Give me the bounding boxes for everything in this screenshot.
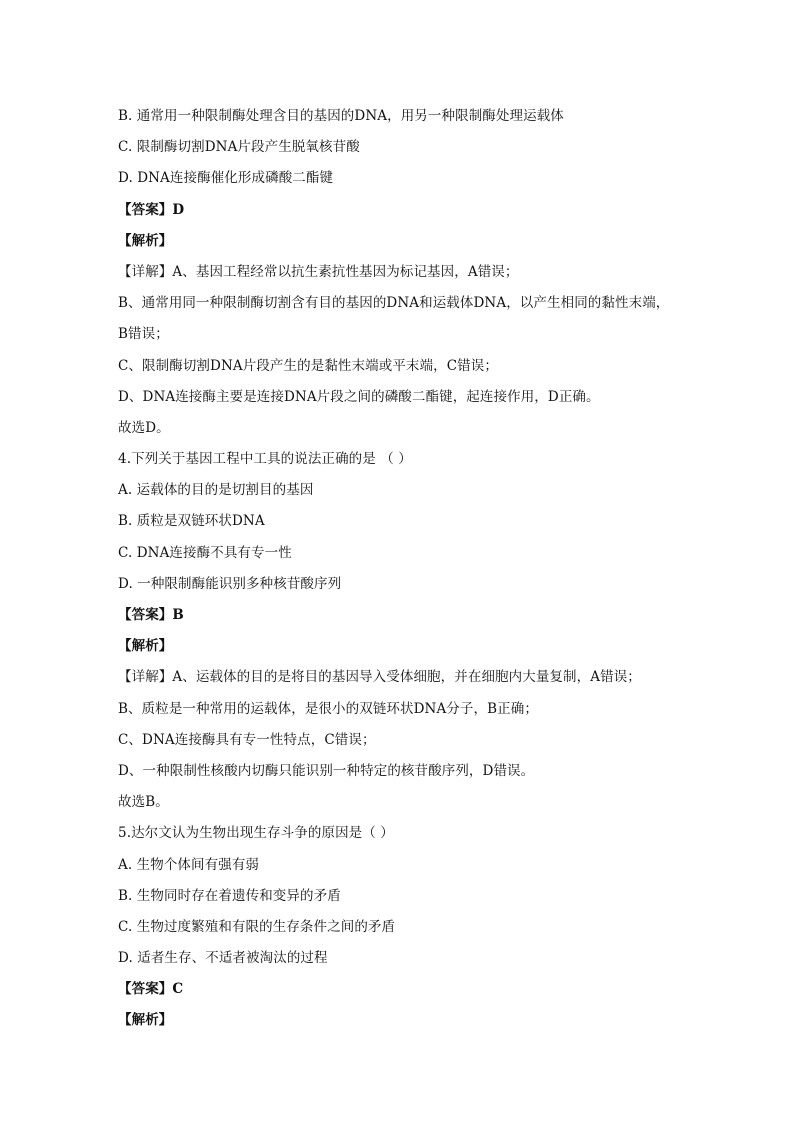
conclusion-q3: 故选D。 (118, 419, 170, 436)
conclusion-q4: 故选B。 (118, 794, 169, 811)
option-c-q3: C. 限制酶切割DNA片段产生脱氧核苷酸 (118, 139, 360, 156)
option-c-q5: C. 生物过度繁殖和有限的生存条件之间的矛盾 (118, 918, 396, 935)
answer-q5: 【答案】C (118, 981, 184, 998)
explanation-q3-c: C、限制酶切割DNA片段产生的是黏性末端或平末端，C错误； (118, 357, 498, 374)
option-a-q5: A. 生物个体间有强有弱 (118, 856, 260, 873)
explanation-q3-a: 【详解】A、基因工程经常以抗生素抗性基因为标记基因，A错误； (118, 263, 519, 280)
option-d-q3: D. DNA连接酶催化形成磷酸二酯键 (118, 170, 334, 187)
analysis-heading-q4: 【解析】 (118, 638, 173, 655)
analysis-heading-q5: 【解析】 (118, 1012, 173, 1029)
document-page (118, 101, 688, 1037)
explanation-q4-c: C、DNA连接酶具有专一性特点，C错误； (118, 731, 376, 748)
option-c-q4: C. DNA连接酶不具有专一性 (118, 544, 292, 561)
analysis-heading-q3: 【解析】 (118, 232, 173, 249)
option-b-q5: B. 生物同时存在着遗传和变异的矛盾 (118, 887, 341, 904)
option-d-q4: D. 一种限制酶能识别多种核苷酸序列 (118, 575, 342, 592)
answer-q3: 【答案】D (118, 201, 185, 218)
explanation-q4-d: D、一种限制性核酸内切酶只能识别一种特定的核苷酸序列，D错误。 (118, 762, 535, 779)
explanation-q3-b-cont: B错误； (118, 326, 169, 343)
question-4: 4.下列关于基因工程中工具的说法正确的是 （ ） (118, 451, 412, 468)
explanation-q3-b: B、通常用同一种限制酶切割含有目的基因的DNA和运载体DNA，以产生相同的黏性末端， (118, 295, 670, 312)
answer-q4: 【答案】B (118, 607, 184, 623)
option-d-q5: D. 适者生存、不适者被淘汰的过程 (118, 950, 328, 967)
option-b-q3: B. 通常用一种限制酶处理含目的基因的DNA，用另一种限制酶处理运载体 (118, 108, 564, 124)
question-5: 5.达尔文认为生物出现生存斗争的原因是（ ） (118, 825, 394, 842)
option-a-q4: A. 运载体的目的是切割目的基因 (118, 482, 314, 499)
explanation-q4-b: B、质粒是一种常用的运载体，是很小的双链环状DNA分子，B正确； (118, 700, 538, 717)
option-b-q4: B. 质粒是双链环状DNA (118, 513, 265, 530)
explanation-q4-a: 【详解】A、运载体的目的是将目的基因导入受体细胞，并在细胞内大量复制，A错误； (118, 669, 641, 686)
explanation-q3-d: D、DNA连接酶主要是连接DNA片段之间的磷酸二酯键，起连接作用，D正确。 (118, 388, 600, 405)
